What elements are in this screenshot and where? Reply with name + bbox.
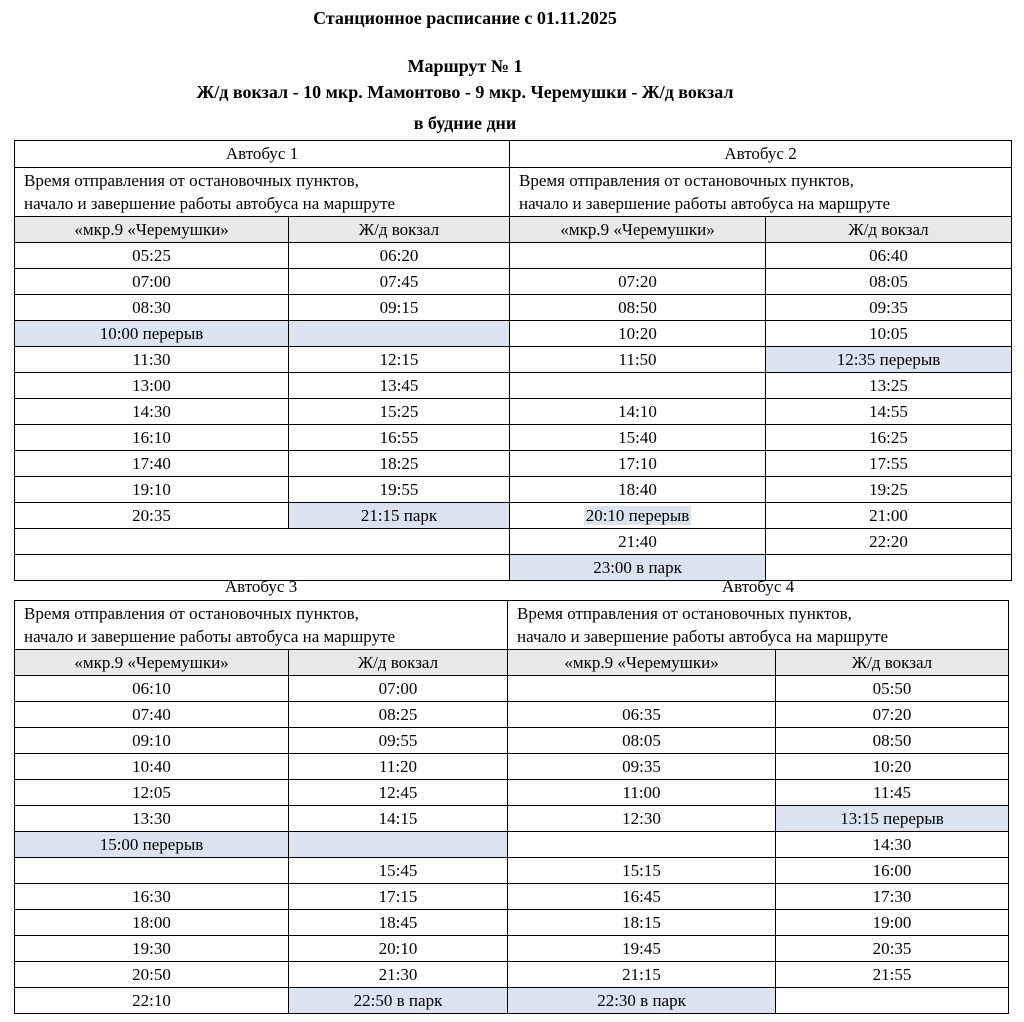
column-header-stop2: Ж/д вокзал [289, 650, 508, 676]
time-cell [510, 373, 766, 399]
time-cell: 08:30 [15, 295, 289, 321]
break-cell: 13:15 перерыв [776, 806, 1009, 832]
time-cell: 12:30 [508, 806, 776, 832]
break-cell [289, 321, 510, 347]
table-row [15, 728, 1009, 754]
timetable-bus-1-2 [14, 140, 1012, 581]
time-cell [15, 858, 289, 884]
column-header-stop2: Ж/д вокзал [776, 650, 1009, 676]
time-cell: 10:20 [776, 754, 1009, 780]
time-cell: 08:50 [776, 728, 1009, 754]
time-cell: 17:15 [289, 884, 508, 910]
break-cell: 10:00 перерыв [15, 321, 289, 347]
bus-3-header: Автобус 3 [224, 577, 298, 596]
time-cell: 13:00 [15, 373, 289, 399]
time-cell [776, 988, 1009, 1014]
time-cell: 09:55 [289, 728, 508, 754]
time-cell: 16:55 [289, 425, 510, 451]
park-cell: 22:30 в парк [508, 988, 776, 1014]
table-row [15, 243, 1012, 269]
time-cell: 11:30 [15, 347, 289, 373]
time-cell: 10:05 [766, 321, 1012, 347]
table-row [15, 295, 1012, 321]
time-cell: 19:45 [508, 936, 776, 962]
time-cell: 14:10 [510, 399, 766, 425]
time-cell: 20:35 [776, 936, 1009, 962]
bus-2-description: Время отправления от остановочных пунктов, начало и завершение работы автобуса на маршруте [510, 168, 1012, 217]
time-cell: 14:55 [766, 399, 1012, 425]
time-cell [508, 832, 776, 858]
time-cell: 08:50 [510, 295, 766, 321]
time-cell: 16:10 [15, 425, 289, 451]
time-cell: 09:10 [15, 728, 289, 754]
time-cell: 14:30 [776, 832, 1009, 858]
table-row [15, 780, 1009, 806]
time-cell [508, 676, 776, 702]
time-cell: 07:20 [776, 702, 1009, 728]
time-cell: 16:45 [508, 884, 776, 910]
timetable-bus-3-4 [14, 574, 1009, 1014]
time-cell: 07:40 [15, 702, 289, 728]
time-cell: 16:00 [776, 858, 1009, 884]
time-cell [510, 243, 766, 269]
time-cell: 10:20 [510, 321, 766, 347]
route-stops: Ж/д вокзал - 10 мкр. Мамонтово - 9 мкр. Черемушки - Ж/д вокзал [196, 82, 734, 102]
bus-3-description: Время отправления от остановочных пунктов, начало и завершение работы автобуса на маршруте [15, 601, 508, 650]
time-cell: 09:15 [289, 295, 510, 321]
time-cell: 15:15 [508, 858, 776, 884]
time-cell: 13:45 [289, 373, 510, 399]
time-cell: 07:45 [289, 269, 510, 295]
time-cell: 06:20 [289, 243, 510, 269]
table-row [15, 373, 1012, 399]
table-row [15, 269, 1012, 295]
table-row [15, 399, 1012, 425]
time-cell: 19:30 [15, 936, 289, 962]
time-cell: 10:40 [15, 754, 289, 780]
time-cell: 16:30 [15, 884, 289, 910]
time-cell: 19:10 [15, 477, 289, 503]
time-cell: 19:25 [766, 477, 1012, 503]
table-row [15, 988, 1009, 1014]
table-row [15, 936, 1009, 962]
time-cell: 12:45 [289, 780, 508, 806]
time-cell: 12:05 [15, 780, 289, 806]
time-cell: 15:45 [289, 858, 508, 884]
table-row [15, 832, 1009, 858]
time-cell: 05:50 [776, 676, 1009, 702]
table-row [15, 529, 1012, 555]
time-cell: 09:35 [766, 295, 1012, 321]
time-cell: 21:40 [510, 529, 766, 555]
table-row [15, 451, 1012, 477]
bus-4-description: Время отправления от остановочных пунктов, начало и завершение работы автобуса на маршруте [508, 601, 1009, 650]
time-cell: 07:20 [510, 269, 766, 295]
table-row [15, 503, 1012, 529]
time-cell: 11:20 [289, 754, 508, 780]
column-header-stop1: «мкр.9 «Черемушки» [508, 650, 776, 676]
bus-1-header: Автобус 1 [15, 141, 510, 168]
time-cell: 19:55 [289, 477, 510, 503]
time-cell: 21:15 [508, 962, 776, 988]
time-cell: 18:45 [289, 910, 508, 936]
break-cell: 20:10 перерыв [510, 503, 766, 529]
column-header-stop1: «мкр.9 «Черемушки» [510, 217, 766, 243]
time-cell: 20:50 [15, 962, 289, 988]
time-cell: 18:15 [508, 910, 776, 936]
park-cell: 23:00 в парк [510, 555, 766, 581]
park-cell: 22:50 в парк [289, 988, 508, 1014]
table-row [15, 806, 1009, 832]
time-cell: 06:10 [15, 676, 289, 702]
time-cell: 14:30 [15, 399, 289, 425]
bus-2-header: Автобус 2 [510, 141, 1012, 168]
time-cell: 17:10 [510, 451, 766, 477]
column-header-stop2: Ж/д вокзал [766, 217, 1012, 243]
table-row [15, 347, 1012, 373]
table-row [15, 962, 1009, 988]
time-cell: 16:25 [766, 425, 1012, 451]
column-header-stop1: «мкр.9 «Черемушки» [15, 650, 289, 676]
time-cell: 15:25 [289, 399, 510, 425]
time-cell: 21:00 [766, 503, 1012, 529]
time-cell: 17:40 [15, 451, 289, 477]
time-cell: 11:45 [776, 780, 1009, 806]
time-cell: 20:10 [289, 936, 508, 962]
break-cell: 15:00 перерыв [15, 832, 289, 858]
time-cell: 05:25 [15, 243, 289, 269]
time-cell: 14:15 [289, 806, 508, 832]
table-row [15, 884, 1009, 910]
time-cell: 12:15 [289, 347, 510, 373]
time-cell: 07:00 [15, 269, 289, 295]
time-cell: 08:25 [289, 702, 508, 728]
time-cell: 13:30 [15, 806, 289, 832]
table-row [15, 858, 1009, 884]
time-cell: 22:10 [15, 988, 289, 1014]
schedule-title: Станционное расписание с 01.11.2025 [313, 8, 617, 28]
time-cell: 07:00 [289, 676, 508, 702]
time-cell: 21:55 [776, 962, 1009, 988]
park-cell: 21:15 парк [289, 503, 510, 529]
time-cell: 06:35 [508, 702, 776, 728]
time-cell: 18:40 [510, 477, 766, 503]
break-cell: 12:35 перерыв [766, 347, 1012, 373]
table-row [15, 702, 1009, 728]
time-cell: 15:40 [510, 425, 766, 451]
time-cell: 13:25 [766, 373, 1012, 399]
time-cell: 18:00 [15, 910, 289, 936]
table-row [15, 477, 1012, 503]
time-cell: 22:20 [766, 529, 1012, 555]
bus-1-description: Время отправления от остановочных пунктов, начало и завершение работы автобуса на маршруте [15, 168, 510, 217]
time-cell: 08:05 [508, 728, 776, 754]
column-header-stop1: «мкр.9 «Черемушки» [15, 217, 289, 243]
route-number: Маршрут № 1 [407, 56, 523, 76]
table-row [15, 754, 1009, 780]
time-cell: 09:35 [508, 754, 776, 780]
time-cell: 18:25 [289, 451, 510, 477]
time-cell: 21:30 [289, 962, 508, 988]
time-cell: 19:00 [776, 910, 1009, 936]
time-cell: 06:40 [766, 243, 1012, 269]
time-cell: 11:00 [508, 780, 776, 806]
time-cell: 11:50 [510, 347, 766, 373]
empty-cell [15, 529, 510, 555]
day-type: в будние дни [413, 113, 517, 133]
time-cell: 08:05 [766, 269, 1012, 295]
table-row [15, 321, 1012, 347]
time-cell: 17:30 [776, 884, 1009, 910]
table-row [15, 910, 1009, 936]
table-row [15, 425, 1012, 451]
bus-4-header: Автобус 4 [721, 577, 795, 596]
time-cell: 17:55 [766, 451, 1012, 477]
time-cell: 20:35 [15, 503, 289, 529]
table-row [15, 676, 1009, 702]
column-header-stop2: Ж/д вокзал [289, 217, 510, 243]
break-cell [289, 832, 508, 858]
